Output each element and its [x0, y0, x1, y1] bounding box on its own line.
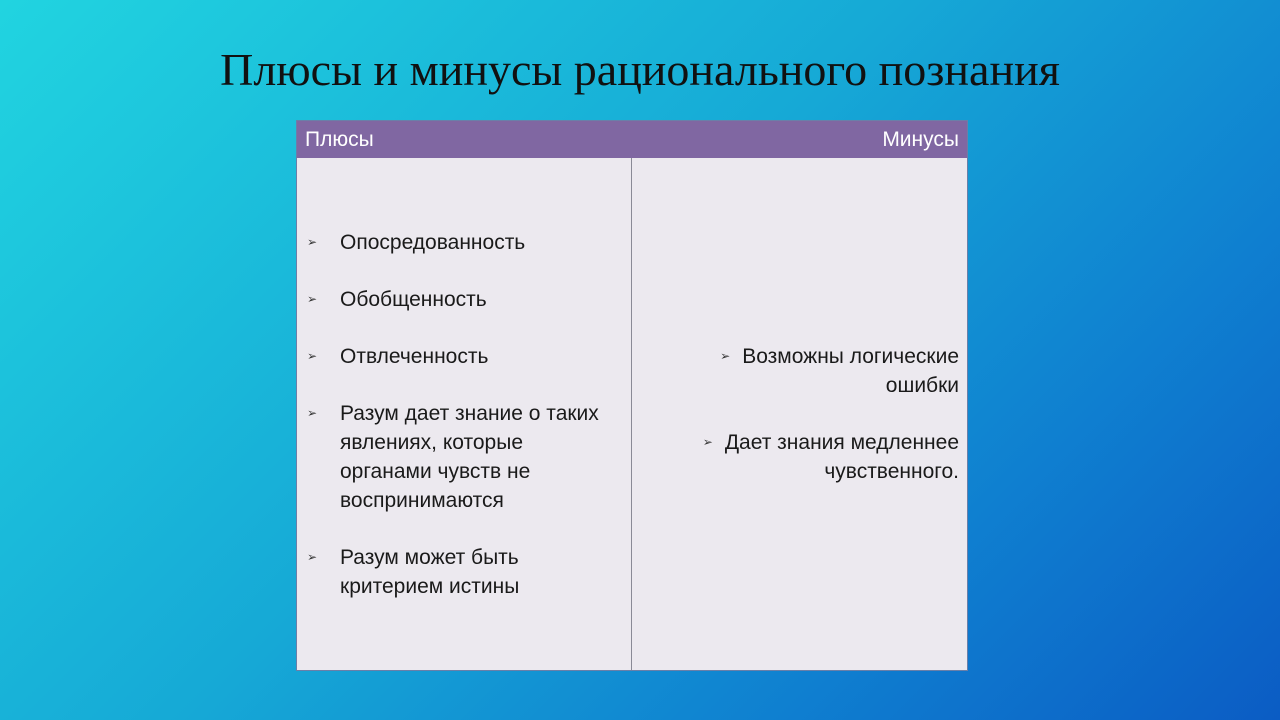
cons-column: [632, 158, 967, 670]
arrow-bullet-icon: ➢: [307, 549, 318, 564]
arrow-bullet-icon: ➢: [307, 234, 318, 249]
pros-item-text: Опосредованность: [340, 230, 526, 254]
pros-column: [297, 158, 631, 670]
header-pros: Плюсы: [305, 128, 374, 151]
pros-item-text: Обобщенность: [340, 287, 487, 311]
table-header: [297, 121, 967, 158]
pros-item: [305, 543, 617, 601]
arrow-bullet-icon: ➢: [720, 349, 731, 363]
pros-item: [305, 399, 617, 515]
arrow-bullet-icon: ➢: [307, 405, 318, 420]
slide-title: Плюсы и минусы рационального познания: [220, 44, 1060, 95]
header-cons: Минусы: [882, 128, 959, 151]
cons-item-text: Возможны логические ошибки: [742, 345, 959, 397]
arrow-bullet-icon: ➢: [307, 291, 318, 306]
arrow-bullet-icon: ➢: [702, 435, 713, 449]
pros-item-text: Разум дает знание о таких явлениях, которые органами чувств не воспринимаются: [340, 401, 599, 512]
pros-cons-table: [296, 120, 968, 671]
pros-item: [305, 228, 617, 257]
cons-item: [652, 342, 959, 400]
pros-item-text: Отвлеченность: [340, 344, 489, 368]
pros-item: [305, 285, 617, 314]
cons-item: [652, 428, 959, 486]
pros-item-text: Разум может быть критерием истины: [340, 545, 520, 598]
pros-item: [305, 342, 617, 371]
arrow-bullet-icon: ➢: [307, 348, 318, 363]
cons-item-text: Дает знания медленнее чувственного.: [724, 431, 959, 483]
